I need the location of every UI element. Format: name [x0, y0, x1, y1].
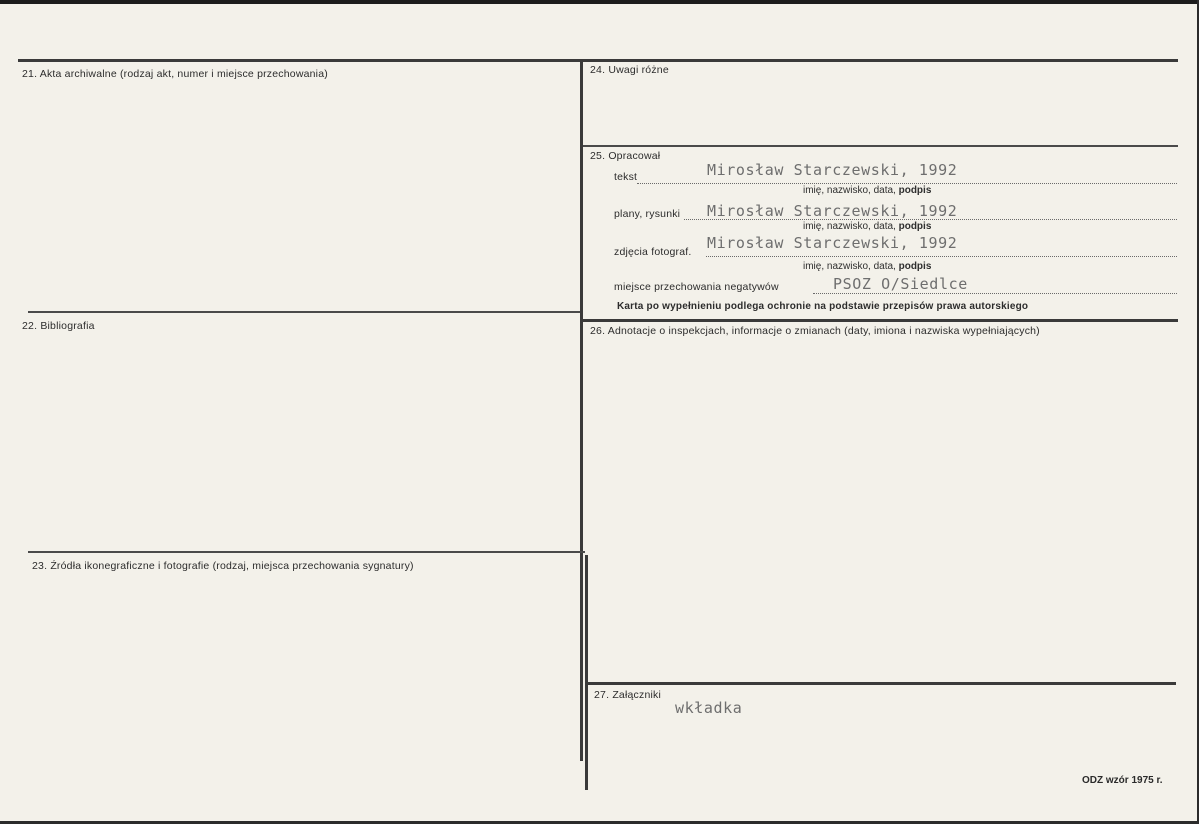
section-22-label: 22. Bibliografia [22, 320, 95, 332]
attachments-value: wkładka [675, 699, 743, 717]
text-author-label: tekst [614, 171, 638, 183]
plans-author-caption: imię, nazwisko, data, podpis [803, 221, 932, 232]
text-author-dotted-line [637, 183, 1177, 184]
photos-author-dotted-line [706, 256, 1177, 257]
negatives-dotted-line [813, 293, 1177, 294]
form-version-footer: ODZ wzór 1975 r. [1082, 775, 1163, 786]
page-top-edge [0, 0, 1199, 4]
copyright-note: Karta po wypełnieniu podlega ochronie na podstawie przepisów prawa autorskiego [617, 301, 1029, 312]
section-26-label: 26. Adnotacje o inspekcjach, informacje o zmianach (daty, imiona i nazwiska wypełniających) [590, 325, 1040, 337]
photos-author-value: Mirosław Starczewski, 1992 [707, 234, 958, 252]
section-24-label: 24. Uwagi różne [590, 64, 669, 76]
rule-26-27 [588, 682, 1176, 685]
negatives-value: PSOZ O/Siedlce [833, 275, 968, 293]
photos-author-label: zdjęcia fotograf. [614, 246, 692, 258]
rule-25-26 [583, 319, 1178, 322]
plans-author-dotted-line [684, 219, 1177, 220]
section-25-label: 25. Opracował [590, 150, 661, 162]
text-author-caption: imię, nazwisko, data, podpis [803, 185, 932, 196]
rule-24-25 [583, 145, 1178, 147]
plans-author-value: Mirosław Starczewski, 1992 [707, 202, 958, 220]
negatives-label: miejsce przechowania negatywów [614, 281, 779, 293]
section-27-label: 27. Załączniki [594, 689, 661, 701]
plans-author-label: plany, rysunki [614, 208, 681, 220]
photos-author-caption: imię, nazwisko, data, podpis [803, 261, 932, 272]
section-23-label: 23. Źródła ikonegraficzne i fotografie (rodzaj, miejsca przechowania sygnatury) [32, 560, 414, 572]
rule-21-22 [28, 311, 580, 313]
rule-22-23 [28, 551, 585, 553]
top-rule [18, 59, 1178, 62]
center-divider [580, 61, 583, 761]
section-21-label: 21. Akta archiwalne (rodzaj akt, numer i miejsce przechowania) [22, 68, 328, 80]
text-author-value: Mirosław Starczewski, 1992 [707, 161, 958, 179]
center-divider-lower [585, 555, 588, 790]
